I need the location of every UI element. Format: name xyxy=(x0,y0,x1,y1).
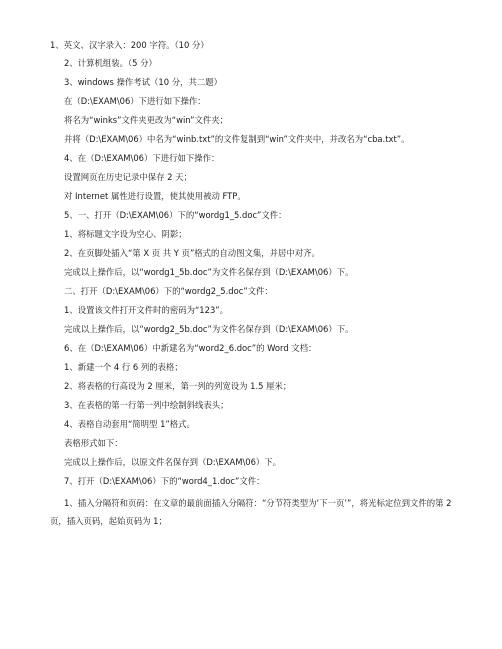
text-line-24: 7、打开（D:\EXAM\06）下的“word4_1.doc”文件： xyxy=(64,476,265,486)
text-line-14: 二、打开（D:\EXAM\06）下的“wordg2_5.doc”文件： xyxy=(64,286,273,296)
text-line-9: 对 Internet 属性进行设置，使其使用被动 FTP。 xyxy=(64,191,246,201)
text-line-15: 1、设置该文件打开文件时的密码为“123”。 xyxy=(64,305,228,315)
text-line-4: 在（D:\EXAM\06）下进行如下操作： xyxy=(64,96,206,106)
text-line-1: 1、英文、汉字录入：200 字符。（10 分） xyxy=(50,40,209,50)
text-line-23: 完成以上操作后，以原文件名保存到（D:\EXAM\06）下。 xyxy=(64,457,282,467)
text-line-10: 5、一、打开（D:\EXAM\06）下的“wordg1_5.doc”文件： xyxy=(64,210,287,220)
text-line-13: 完成以上操作后，以“wordg1_5b.doc”为文件名保存到（D:\EXAM\06）下。 xyxy=(64,267,354,277)
text-line-18: 1、新建一个 4 行 6 列的表格； xyxy=(64,362,183,372)
text-line-11: 1、将标题文字设为空心、阴影； xyxy=(64,229,187,239)
text-line-19: 2、将表格的行高设为 2 厘米，第一列的列宽设为 1.5 厘米； xyxy=(64,381,292,391)
text-line-20: 3、在表格的第一行第一列中绘制斜线表头； xyxy=(64,400,229,410)
text-line-6: 并将（D:\EXAM\06）中名为“winb.txt”的文件复制到“win”文件夹中，并改名为“cba.txt”。 xyxy=(64,134,410,144)
text-line-2: 2、计算机组装。（5 分） xyxy=(64,58,157,68)
text-line-8: 设置网页在历史记录中保存 2 天； xyxy=(64,172,192,182)
text-paragraph-25: 1、插入分隔符和页码：在文章的最前面插入分隔符：“分节符类型为‘下一页’”，将光标定位到文件的第 2 页，插入页码，起始页码为 1； xyxy=(50,498,452,526)
text-line-7: 4、在（D:\EXAM\06）下进行如下操作： xyxy=(64,153,220,163)
text-line-5: 将名为“winks”文件夹更改为“win”文件夹； xyxy=(64,115,228,125)
text-line-17: 6、在（D:\EXAM\06）中新建名为“word2_6.doc”的 Word 文档： xyxy=(64,343,317,353)
text-line-22: 表格形式如下： xyxy=(64,438,123,448)
text-line-16: 完成以上操作后，以“wordg2_5b.doc”为文件名保存到（D:\EXAM\06）下。 xyxy=(64,324,354,334)
text-line-3: 3、windows 操作考试（10 分，共二题） xyxy=(64,77,222,87)
text-line-21: 4、表格自动套用“简明型 1”格式。 xyxy=(64,419,195,429)
text-line-12: 2、在页脚处插入“第 X 页 共 Y 页”格式的自动图文集，并居中对齐。 xyxy=(64,248,320,258)
